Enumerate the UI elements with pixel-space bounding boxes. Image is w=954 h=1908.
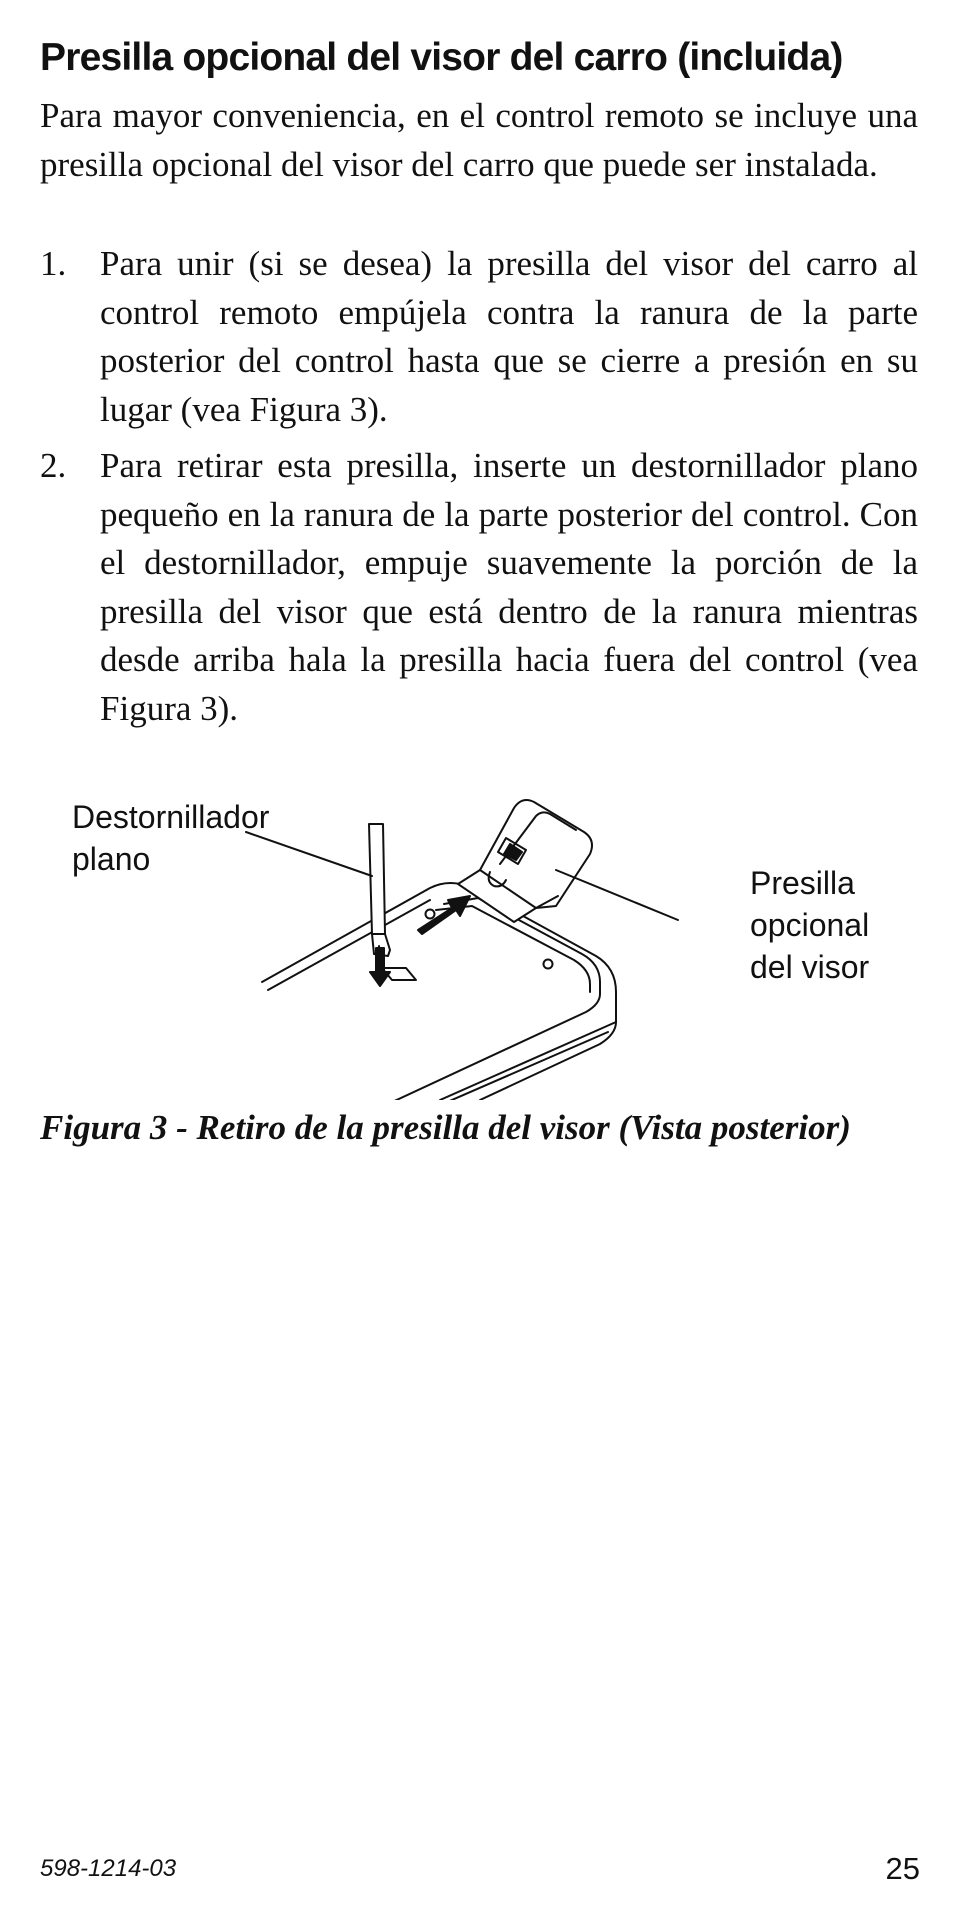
page-number: 25 <box>885 1851 920 1886</box>
intro-paragraph: Para mayor conveniencia, en el control remoto se incluye una presilla opcional del visor del carro que puede ser instalada. <box>40 96 918 184</box>
clip-leader-line <box>556 870 678 920</box>
step-text: Para unir (si se desea) la presilla del visor del carro al control remoto empújela contra la ranura de la parte posterior del control hasta que se cierre a presión en su lugar (vea Figura 3). <box>100 244 918 429</box>
document-number: 598-1214-03 <box>40 1855 177 1882</box>
screwdriver-icon <box>369 824 390 986</box>
step-item <box>40 240 918 434</box>
step-text: Para retirar esta presilla, inserte un destornillador plano pequeño en la ranura de la parte posterior del control. Con el destornillador, empuje suavemente la porción de la presilla del visor que está dentro de la ranura mientras desde arriba hala la presilla hacia fuera del control (vea Figura 3). <box>100 446 918 728</box>
step-item <box>40 442 918 733</box>
instruction-steps <box>40 240 918 741</box>
step-number: 1. <box>40 244 67 283</box>
step-number: 2. <box>40 446 67 485</box>
visor-clip-icon <box>458 800 592 922</box>
section-heading: Presilla opcional del visor del carro (incluida) <box>40 36 843 79</box>
screwdriver-label: Destornillador plano <box>72 799 270 877</box>
visor-clip-label: Presilla opcional del visor <box>750 865 870 985</box>
figure-caption: Figura 3 - Retiro de la presilla del visor (Vista posterior) <box>40 1108 851 1147</box>
figure-3 <box>60 760 900 1100</box>
